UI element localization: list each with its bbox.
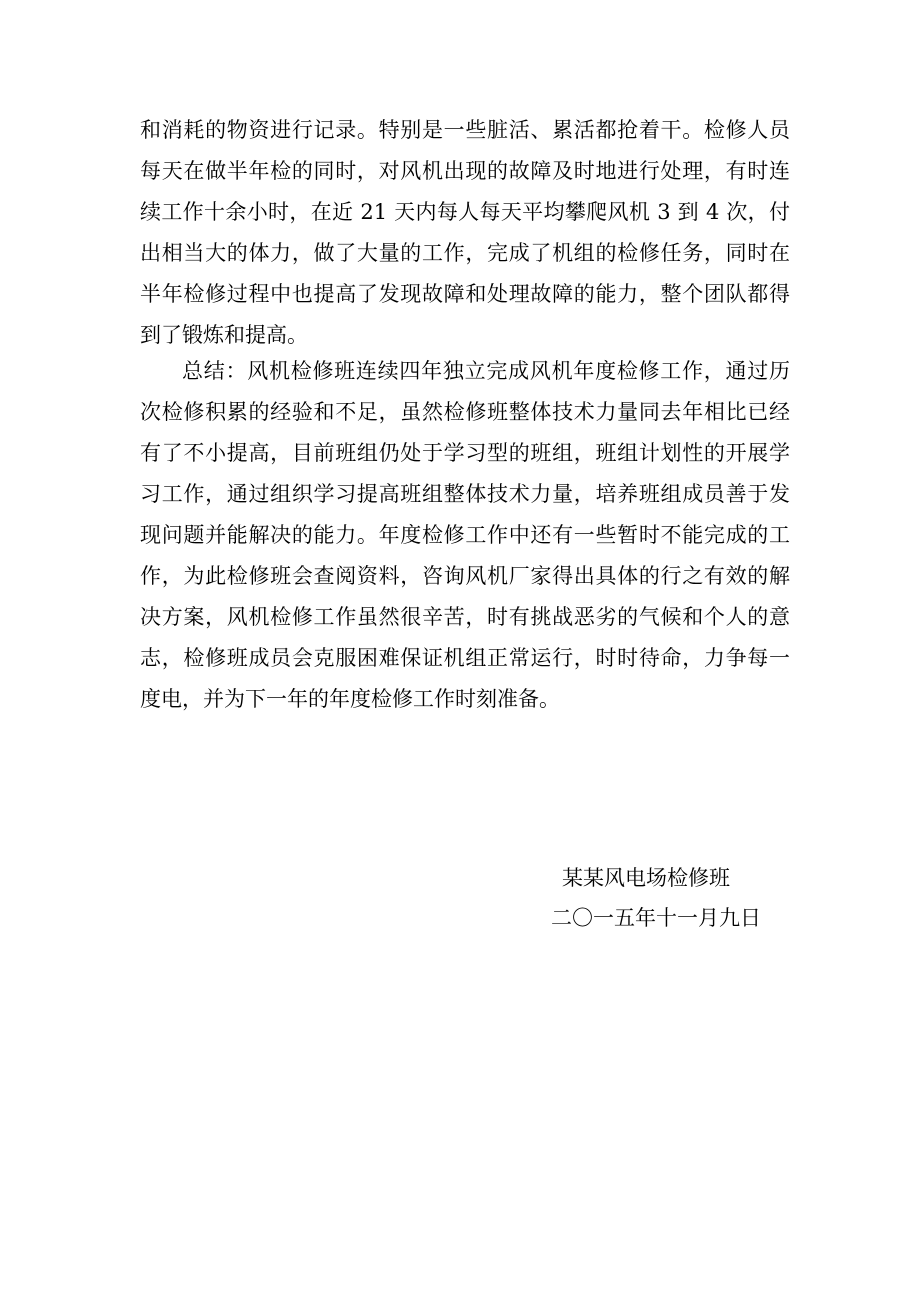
paragraph-line: 作，为此检修班会查阅资料，咨询风机厂家得出具体的行之有效的解	[140, 564, 790, 588]
signature-date: 二〇一五年十一月九日	[551, 906, 761, 930]
signature-organization: 某某风电场检修班	[562, 866, 730, 890]
paragraph-line: 志，检修班成员会克服困难保证机组正常运行，时时待命，力争每一	[140, 646, 790, 670]
paragraph-line: 次检修积累的经验和不足，虽然检修班整体技术力量同去年相比已经	[140, 400, 790, 424]
paragraph-line: 续工作十余小时，在近 21 天内每人每天平均攀爬风机 3 到 4 次，付	[140, 200, 790, 224]
paragraph-line: 总结：风机检修班连续四年独立完成风机年度检修工作，通过历	[182, 359, 790, 383]
paragraph-line: 半年检修过程中也提高了发现故障和处理故障的能力，整个团队都得	[140, 282, 790, 306]
paragraph-line: 现问题并能解决的能力。年度检修工作中还有一些暂时不能完成的工	[140, 523, 790, 547]
paragraph-line: 和消耗的物资进行记录。特别是一些脏活、累活都抢着干。检修人员	[140, 118, 790, 142]
paragraph-line: 出相当大的体力，做了大量的工作，完成了机组的检修任务，同时在	[140, 241, 790, 265]
paragraph-line: 度电，并为下一年的年度检修工作时刻准备。	[140, 687, 560, 711]
paragraph-line: 每天在做半年检的同时，对风机出现的故障及时地进行处理，有时连	[140, 159, 790, 183]
paragraph-line: 有了不小提高，目前班组仍处于学习型的班组，班组计划性的开展学	[140, 441, 790, 465]
paragraph-line: 习工作，通过组织学习提高班组整体技术力量，培养班组成员善于发	[140, 482, 790, 506]
paragraph-line: 决方案，风机检修工作虽然很辛苦，时有挑战恶劣的气候和个人的意	[140, 605, 790, 629]
paragraph-line: 到了锻炼和提高。	[140, 323, 308, 347]
